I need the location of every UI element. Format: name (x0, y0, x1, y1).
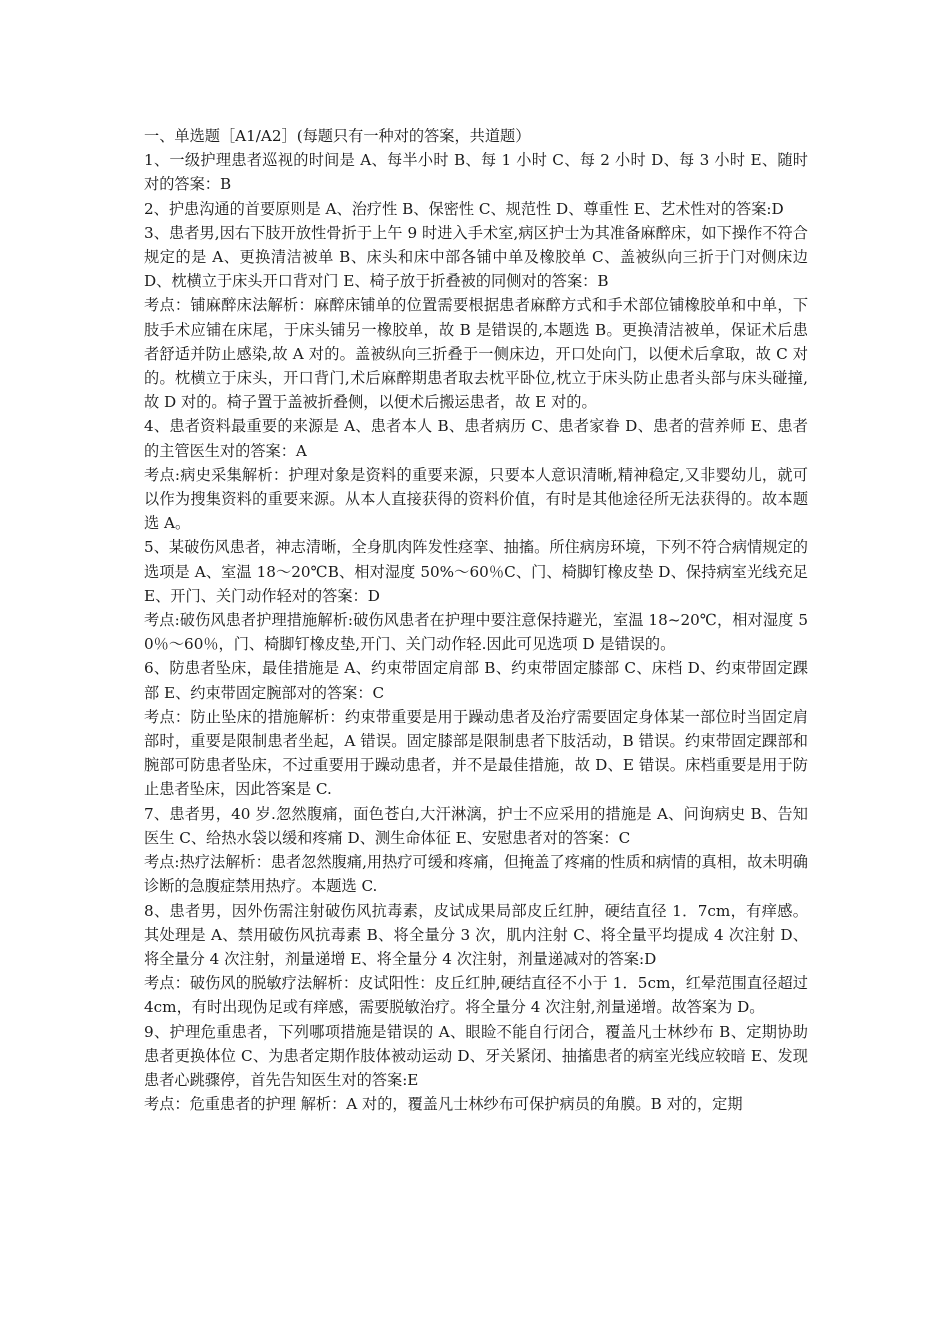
question-7: 7、患者男，40 岁.忽然腹痛，面色苍白,大汗淋漓，护士不应采用的措施是 A、问询病史 B、告知医生 C、给热水袋以缓和疼痛 D、测生命体征 E、安慰患者对的答案：C (144, 804, 808, 847)
question-9: 9、护理危重患者，下列哪项措施是错误的 A、眼睑不能自行闭合，覆盖凡士林纱布 B、定期协助患者更换体位 C、为患者定期作肢体被动运动 D、牙关紧闭、抽搐患者的病室光线应较暗 E、发现患者心跳骤停，首先告知医生对的答案:E (144, 1022, 808, 1089)
question-5: 5、某破伤风患者，神志清晰，全身肌肉阵发性痉挛、抽搐。所住病房环境，下列不符合病情规定的选项是 A、室温 18～20℃B、相对湿度 50%～60％C、门、椅脚钉橡皮垫 D、保持病室光线充足 E、开门、关门动作轻对的答案：D (144, 538, 808, 605)
document-body (144, 124, 808, 1116)
question-1: 1、一级护理患者巡视的时间是 A、每半小时 B、每 1 小时 C、每 2 小时 D、每 3 小时 E、随时对的答案：B (144, 151, 808, 194)
question-4: 4、患者资料最重要的来源是 A、患者本人 B、患者病历 C、患者家眷 D、患者的营养师 E、患者的主管医生对的答案：A (144, 417, 808, 460)
explanation-8: 考点：破伤风的脱敏疗法解析：皮试阳性：皮丘红肿,硬结直径不小于 1．5cm，红晕范围直径超过 4cm，有时出现伪足或有痒感，需要脱敏治疗。将全量分 4 次注射,剂量递增。故答案为 D。 (144, 974, 808, 1017)
explanation-3: 考点：铺麻醉床法解析：麻醉床铺单的位置需要根据患者麻醉方式和手术部位铺橡胶单和中单，下肢手术应铺在床尾，于床头铺另一橡胶单，故 B 是错误的,本题选 B。更换清洁被单，保证术后患者舒适并防止感染,故 A 对的。盖被纵向三折叠于一侧床边，开口处向门，以便术后拿取，故 C 对的。枕横立于床头，开口背门,术后麻醉期患者取去枕平卧位,枕立于床头防止患者头部与床头碰撞,故 D 对的。椅子置于盖被折叠侧，以便术后搬运患者，故 E 对的。 (144, 296, 808, 412)
explanation-9: 考点：危重患者的护理 解析：A 对的，覆盖凡士林纱布可保护病员的角膜。B 对的，定期 (144, 1095, 743, 1114)
section-title: 一、单选题［A1/A2］(每题只有一种对的答案，共道题） (144, 127, 531, 145)
explanation-4: 考点:病史采集解析：护理对象是资料的重要来源，只要本人意识清晰,精神稳定,又非婴幼儿，就可以作为搜集资料的重要来源。从本人直接获得的资料价值，有时是其他途径所无法获得的。故本题选 A。 (144, 465, 808, 533)
explanation-5: 考点:破伤风患者护理措施解析:破伤风患者在护理中要注意保持避光，室温 18~20℃，相对湿度 50％～60％，门、椅脚钉橡皮垫,开门、关门动作轻.因此可见选项 D 是错误的。 (144, 611, 808, 654)
explanation-6: 考点：防止坠床的措施解析：约束带重要是用于躁动患者及治疗需要固定身体某一部位时当固定肩部时，重要是限制患者坐起，A 错误。固定膝部是限制患者下肢活动，B 错误。约束带固定踝部和腕部可防患者坠床，不过重要用于躁动患者，并不是最佳措施，故 D、E 错误。床档重要是用于防止患者坠床，因此答案是 C. (144, 707, 808, 799)
question-6: 6、防患者坠床，最佳措施是 A、约束带固定肩部 B、约束带固定膝部 C、床档 D、约束带固定踝部 E、约束带固定腕部对的答案：C (144, 659, 808, 702)
question-8: 8、患者男，因外伤需注射破伤风抗毒素，皮试成果局部皮丘红肿，硬结直径 1．7cm，有痒感。其处理是 A、禁用破伤风抗毒素 B、将全量分 3 次，肌内注射 C、将全量平均提成 4 次注射 D、将全量分 4 次注射，剂量递增 E、将全量分 4 次注射，剂量递减对的答案:D (144, 901, 808, 968)
question-2: 2、护患沟通的首要原则是 A、治疗性 B、保密性 C、规范性 D、尊重性 E、艺术性对的答案:D (144, 199, 784, 218)
question-3: 3、患者男,因右下肢开放性骨折于上午 9 时进入手术室,病区护士为其准备麻醉床，如下操作不符合规定的是 A、更换清洁被单 B、床头和床中部各铺中单及橡胶单 C、盖被纵向三折于门对侧床边 D、枕横立于床头开口背对门 E、椅子放于折叠被的同侧对的答案：B (144, 223, 808, 291)
explanation-7: 考点:热疗法解析：患者忽然腹痛,用热疗可缓和疼痛，但掩盖了疼痛的性质和病情的真相，故未明确诊断的急腹症禁用热疗。本题选 C. (144, 853, 808, 896)
